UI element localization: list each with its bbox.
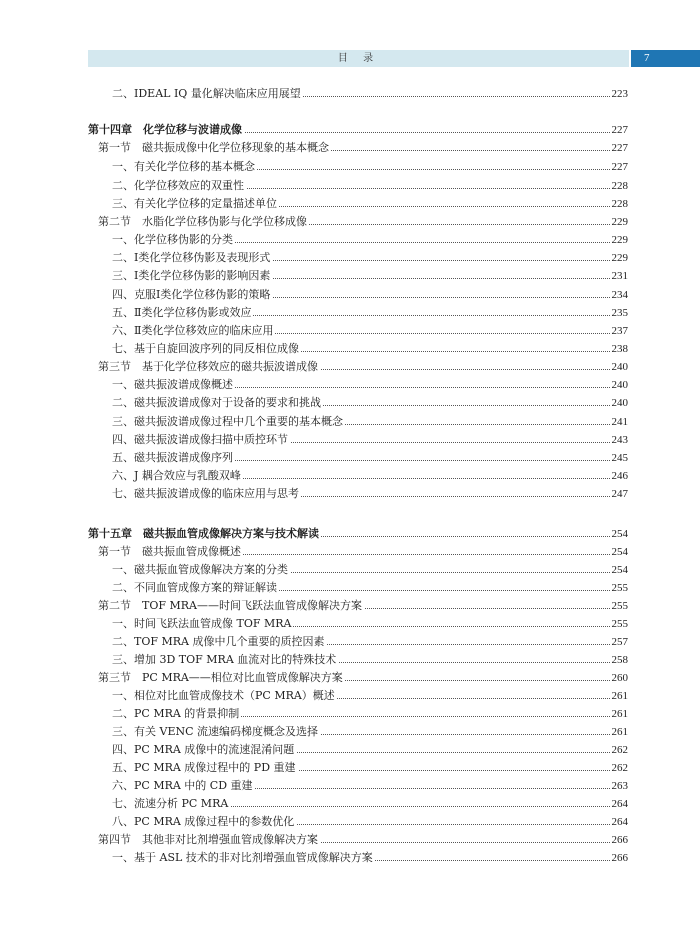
- toc-entry-page: 228: [611, 180, 628, 192]
- toc-subsection-entry: [0, 432, 700, 448]
- toc-entry-label: 一、磁共振波谱成像概述: [112, 378, 233, 391]
- toc-entry-label: 一、基于 ASL 技术的非对比剂增强血管成像解决方案: [112, 851, 373, 864]
- toc-entry-page: 262: [611, 762, 628, 774]
- toc-subsection-entry: [0, 486, 700, 502]
- toc-entry-label: 二、TOF MRA 成像中几个重要的质控因素: [112, 635, 325, 648]
- toc-entry-label: 三、磁共振波谱成像过程中几个重要的基本概念: [112, 415, 343, 428]
- toc-entry-page: 243: [611, 434, 628, 446]
- toc-entry-label: 一、磁共振血管成像解决方案的分类: [112, 563, 288, 576]
- toc-entry-page: 223: [611, 88, 628, 100]
- toc-entry-label: 四、克服Ⅰ类化学位移伪影的策略: [112, 288, 271, 301]
- toc-entry-page: 254: [611, 546, 628, 558]
- toc-subsection-entry: [0, 706, 700, 722]
- toc-subsection-entry: [0, 86, 700, 102]
- toc-entry-page: 264: [611, 816, 628, 828]
- toc-entry-page: 247: [611, 488, 628, 500]
- toc-entry-page: 229: [611, 234, 628, 246]
- toc-entry-label: 二、Ⅰ类化学位移伪影及表现形式: [112, 251, 271, 264]
- toc-entry-page: 263: [611, 780, 628, 792]
- toc-entry-label: 二、不同血管成像方案的辩证解读: [112, 581, 277, 594]
- toc-entry-label: 第一节 磁共振血管成像概述: [98, 545, 241, 558]
- toc-entry-label: 二、IDEAL IQ 量化解决临床应用展望: [112, 87, 301, 100]
- toc-entry-label: 一、时间飞跃法血管成像 TOF MRA: [112, 617, 292, 630]
- toc-subsection-entry: [0, 395, 700, 411]
- toc-subsection-entry: [0, 414, 700, 430]
- toc-subsection-entry: [0, 232, 700, 248]
- toc-subsection-entry: [0, 796, 700, 812]
- page-header-band: [88, 50, 629, 67]
- toc-entry-page: 231: [611, 270, 628, 282]
- toc-entry-label: 四、PC MRA 成像中的流速混淆问题: [112, 743, 295, 756]
- toc-section-entry: [0, 598, 700, 614]
- toc-subsection-entry: [0, 468, 700, 484]
- toc-entry-label: 五、磁共振波谱成像序列: [112, 451, 233, 464]
- toc-chapter-entry: [0, 526, 700, 542]
- toc-entry-label: 第一节 磁共振成像中化学位移现象的基本概念: [98, 141, 329, 154]
- page-number-tab: [631, 50, 700, 67]
- page-number: 7: [644, 52, 650, 64]
- toc-subsection-entry: [0, 178, 700, 194]
- toc-subsection-entry: [0, 580, 700, 596]
- toc-entry-label: 六、Ⅱ类化学位移效应的临床应用: [112, 324, 274, 337]
- toc-subsection-entry: [0, 341, 700, 357]
- toc-subsection-entry: [0, 814, 700, 830]
- toc-entry-page: 262: [611, 744, 628, 756]
- toc-chapter-entry: [0, 122, 700, 138]
- toc-entry-page: 228: [611, 198, 628, 210]
- toc-entry-label: 第三节 PC MRA——相位对比血管成像解决方案: [98, 671, 343, 684]
- toc-subsection-entry: [0, 652, 700, 668]
- toc-entry-page: 245: [611, 452, 628, 464]
- toc-entry-label: 五、PC MRA 成像过程中的 PD 重建: [112, 761, 296, 774]
- toc-section-entry: [0, 214, 700, 230]
- toc-entry-page: 261: [611, 708, 628, 720]
- toc-entry-label: 一、有关化学位移的基本概念: [112, 160, 255, 173]
- header-title: 目 录: [337, 53, 380, 64]
- toc-entry-label: 第二节 TOF MRA——时间飞跃法血管成像解决方案: [98, 599, 362, 612]
- toc-entry-page: 266: [611, 852, 628, 864]
- toc-entry-label: 第二节 水脂化学位移伪影与化学位移成像: [98, 215, 307, 228]
- toc-entry-page: 255: [611, 618, 628, 630]
- toc-entry-page: 235: [611, 307, 628, 319]
- toc-entry-page: 264: [611, 798, 628, 810]
- toc-subsection-entry: [0, 562, 700, 578]
- toc-entry-page: 257: [611, 636, 628, 648]
- toc-entry-page: 255: [611, 600, 628, 612]
- toc-entry-page: 240: [611, 361, 628, 373]
- toc-subsection-entry: [0, 760, 700, 776]
- toc-subsection-entry: [0, 634, 700, 650]
- toc-entry-label: 四、磁共振波谱成像扫描中质控环节: [112, 433, 288, 446]
- toc-entry-page: 227: [611, 124, 628, 136]
- toc-subsection-entry: [0, 159, 700, 175]
- toc-section-entry: [0, 544, 700, 560]
- toc-subsection-entry: [0, 742, 700, 758]
- toc-entry-label: 七、基于自旋回波序列的同反相位成像: [112, 342, 299, 355]
- toc-subsection-entry: [0, 724, 700, 740]
- toc-entry-page: 227: [611, 161, 628, 173]
- toc-entry-label: 六、PC MRA 中的 CD 重建: [112, 779, 253, 792]
- toc-subsection-entry: [0, 778, 700, 794]
- toc-entry-label: 六、J 耦合效应与乳酸双峰: [112, 469, 241, 482]
- toc-entry-label: 五、Ⅱ类化学位移伪影或效应: [112, 306, 252, 319]
- toc-entry-page: 241: [611, 416, 628, 428]
- toc-entry-label: 三、有关 VENC 流速编码梯度概念及选择: [112, 725, 319, 738]
- toc-entry-page: 237: [611, 325, 628, 337]
- toc-entry-label: 七、流速分析 PC MRA: [112, 797, 229, 810]
- toc-entry-label: 二、PC MRA 的背景抑制: [112, 707, 240, 720]
- toc-entry-page: 229: [611, 216, 628, 228]
- toc-entry-label: 第十五章 磁共振血管成像解决方案与技术解读: [88, 527, 319, 540]
- toc-entry-page: 258: [611, 654, 628, 666]
- toc-entry-page: 261: [611, 726, 628, 738]
- toc-entry-page: 261: [611, 690, 628, 702]
- toc-entry-page: 234: [611, 289, 628, 301]
- toc-subsection-entry: [0, 377, 700, 393]
- toc-entry-page: 240: [611, 379, 628, 391]
- toc-entry-page: 238: [611, 343, 628, 355]
- toc-subsection-entry: [0, 616, 700, 632]
- toc-entry-label: 一、化学位移伪影的分类: [112, 233, 233, 246]
- toc-entry-label: 一、相位对比血管成像技术（PC MRA）概述: [112, 689, 335, 702]
- toc-entry-page: 266: [611, 834, 628, 846]
- toc-subsection-entry: [0, 450, 700, 466]
- toc-subsection-entry: [0, 268, 700, 284]
- toc-entry-page: 246: [611, 470, 628, 482]
- toc-subsection-entry: [0, 196, 700, 212]
- toc-entry-label: 二、化学位移效应的双重性: [112, 179, 244, 192]
- toc-entry-page: 254: [611, 528, 628, 540]
- toc-entry-label: 第十四章 化学位移与波谱成像: [88, 123, 242, 136]
- toc-entry-page: 227: [611, 142, 628, 154]
- toc-section-entry: [0, 359, 700, 375]
- toc-subsection-entry: [0, 850, 700, 866]
- toc-entry-label: 七、磁共振波谱成像的临床应用与思考: [112, 487, 299, 500]
- toc-entry-page: 260: [611, 672, 628, 684]
- toc-entry-page: 229: [611, 252, 628, 264]
- toc-subsection-entry: [0, 305, 700, 321]
- toc-subsection-entry: [0, 323, 700, 339]
- toc-entry-label: 八、PC MRA 成像过程中的参数优化: [112, 815, 295, 828]
- toc-entry-label: 三、Ⅰ类化学位移伪影的影响因素: [112, 269, 271, 282]
- toc-subsection-entry: [0, 688, 700, 704]
- toc-entry-label: 三、有关化学位移的定量描述单位: [112, 197, 277, 210]
- toc-entry-label: 第四节 其他非对比剂增强血管成像解决方案: [98, 833, 318, 846]
- toc-entry-page: 240: [611, 397, 628, 409]
- toc-subsection-entry: [0, 250, 700, 266]
- toc-entry-label: 三、增加 3D TOF MRA 血流对比的特殊技术: [112, 653, 337, 666]
- toc-entry-page: 254: [611, 564, 628, 576]
- toc-section-entry: [0, 832, 700, 848]
- toc-entry-label: 第三节 基于化学位移效应的磁共振波谱成像: [98, 360, 318, 373]
- toc-subsection-entry: [0, 287, 700, 303]
- toc-section-entry: [0, 670, 700, 686]
- toc-section-entry: [0, 140, 700, 156]
- toc-entry-label: 二、磁共振波谱成像对于设备的要求和挑战: [112, 396, 321, 409]
- toc-entry-page: 255: [611, 582, 628, 594]
